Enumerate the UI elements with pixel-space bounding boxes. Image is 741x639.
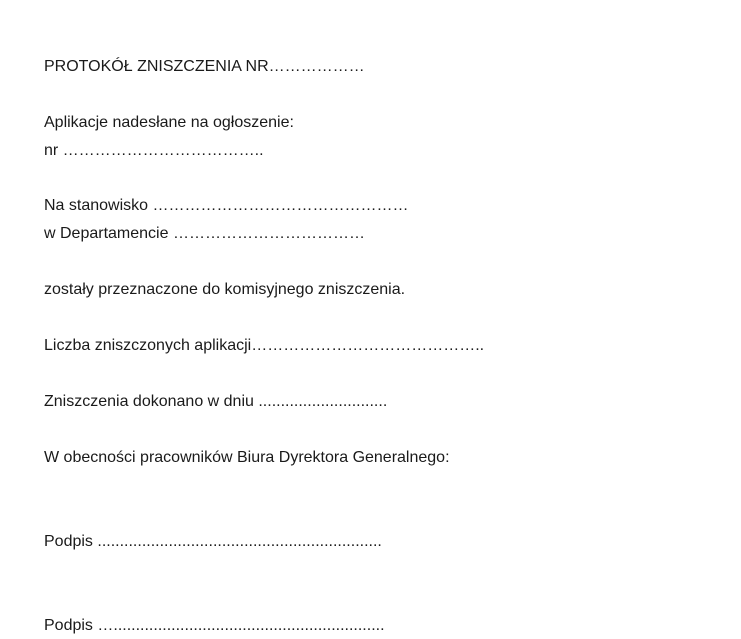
applications-label: Aplikacje nadesłane na ogłoszenie: xyxy=(44,114,294,131)
document-title: PROTOKÓŁ ZNISZCZENIA NR……………… xyxy=(44,58,365,75)
signature-line-1: Podpis ................................................................ xyxy=(44,533,382,550)
destroyed-statement: zostały przeznaczone do komisyjnego zniszczenia. xyxy=(44,281,406,298)
destroyed-count-line: Liczba zniszczonych aplikacji…………………………………….. xyxy=(44,337,485,354)
signature-line-2: Podpis …............................................................. xyxy=(44,617,385,634)
destruction-date-line: Zniszczenia dokonano w dniu ............................. xyxy=(44,393,388,410)
presence-statement: W obecności pracowników Biura Dyrektora Generalnego: xyxy=(44,449,450,466)
position-line: Na stanowisko ………………………………………… xyxy=(44,197,409,214)
announcement-number-line: nr ……………………………….. xyxy=(44,142,264,159)
department-line: w Departamencie ……………………………… xyxy=(44,225,365,242)
